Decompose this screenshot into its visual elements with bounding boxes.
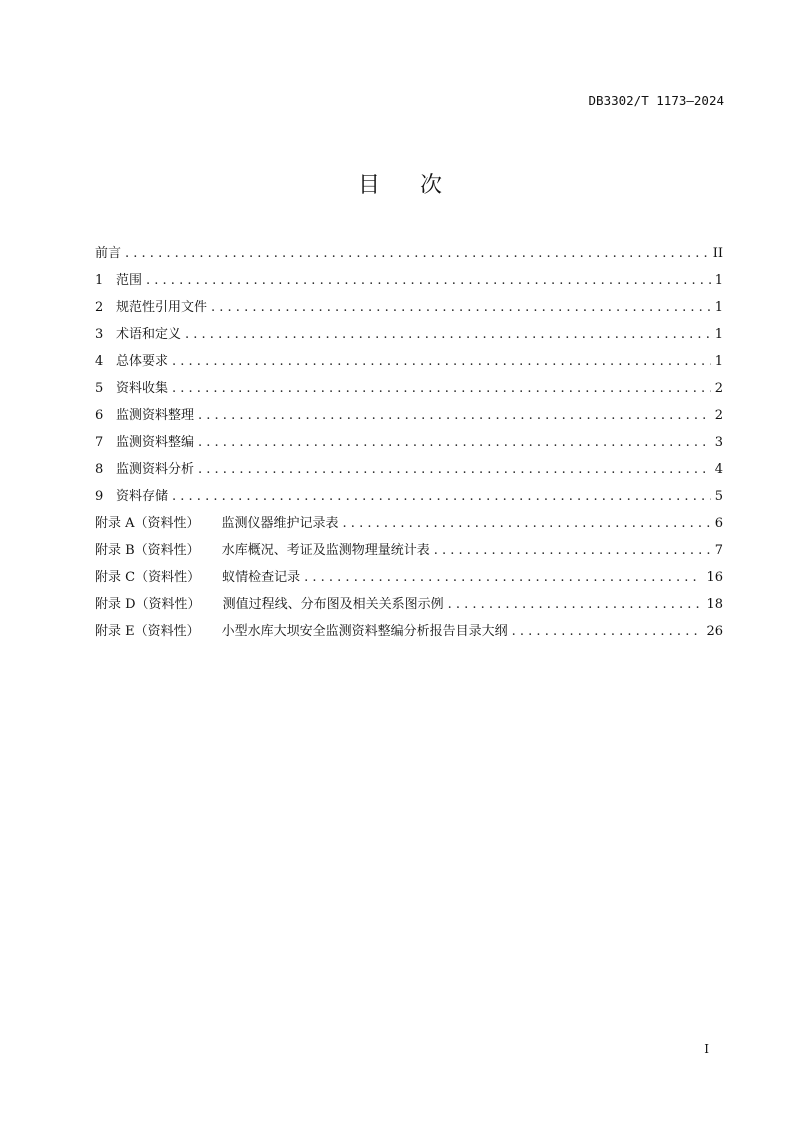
- dot-leader: [198, 462, 711, 477]
- toc-entry-page: 3: [714, 435, 723, 450]
- appendix-label: 监测仪器维护记录表: [221, 516, 339, 531]
- document-number: DB3302/T 1173—2024: [588, 93, 724, 108]
- toc-entry-number: 4: [95, 354, 104, 369]
- toc-entry-page: 4: [714, 462, 723, 477]
- toc-entry-number: 9: [95, 489, 104, 504]
- dot-leader: [172, 381, 711, 396]
- dot-leader: [125, 246, 709, 261]
- toc-entry-label: 范围: [116, 273, 143, 288]
- toc-entry-label: 规范性引用文件: [116, 300, 208, 315]
- toc-appendix-entry[interactable]: [95, 512, 723, 539]
- toc-entry[interactable]: [95, 485, 723, 512]
- appendix-label: 蚁情检查记录: [222, 570, 301, 585]
- appendix-prefix: 附录 B（资料性）: [95, 543, 200, 558]
- toc-entry[interactable]: [95, 323, 723, 350]
- page-title: 目次: [357, 173, 482, 198]
- toc-entry-number: 2: [95, 300, 104, 315]
- appendix-page: 26: [706, 624, 723, 639]
- toc-entry-page: 1: [714, 273, 723, 288]
- toc-entry-number: 3: [95, 327, 104, 342]
- appendix-page: 18: [706, 597, 723, 612]
- appendix-prefix: 附录 E（资料性）: [95, 624, 200, 639]
- toc-appendix-entry[interactable]: [95, 566, 723, 593]
- appendix-label: 小型水库大坝安全监测资料整编分析报告目录大纲: [221, 624, 508, 639]
- toc-entry[interactable]: [95, 296, 723, 323]
- dot-leader: [343, 516, 711, 531]
- toc-entry-page: 1: [714, 327, 723, 342]
- table-of-contents: [95, 242, 723, 647]
- toc-entry[interactable]: [95, 404, 723, 431]
- toc-entry-page: 1: [714, 300, 723, 315]
- appendix-label: 测值过程线、分布图及相关关系图示例: [222, 597, 444, 612]
- dot-leader: [185, 327, 711, 342]
- appendix-label: 水库概况、考证及监测物理量统计表: [221, 543, 430, 558]
- appendix-prefix: 附录 D（资料性）: [95, 597, 201, 612]
- appendix-page: 6: [714, 516, 723, 531]
- toc-entry[interactable]: [95, 269, 723, 296]
- toc-entry-number: 8: [95, 462, 104, 477]
- toc-entry[interactable]: [95, 458, 723, 485]
- toc-appendix-entry[interactable]: [95, 620, 723, 647]
- toc-entry-label: 监测资料整编: [116, 435, 195, 450]
- appendix-page: 7: [714, 543, 723, 558]
- toc-entry-page: 2: [714, 408, 723, 423]
- dot-leader: [448, 597, 703, 612]
- dot-leader: [146, 273, 711, 288]
- toc-entry[interactable]: [95, 431, 723, 458]
- toc-entry-number: 7: [95, 435, 104, 450]
- toc-entry-label: 资料存储: [116, 489, 169, 504]
- dot-leader: [434, 543, 711, 558]
- toc-appendix-entry[interactable]: [95, 539, 723, 566]
- dot-leader: [198, 408, 711, 423]
- toc-entry-label: 监测资料分析: [116, 462, 195, 477]
- appendix-prefix: 附录 A（资料性）: [95, 516, 200, 531]
- toc-entry-page: 2: [714, 381, 723, 396]
- dot-leader: [304, 570, 702, 585]
- toc-entry-number: 1: [95, 273, 104, 288]
- toc-appendix-entry[interactable]: [95, 593, 723, 620]
- toc-entry-label: 监测资料整理: [116, 408, 195, 423]
- dot-leader: [172, 354, 711, 369]
- toc-entry[interactable]: [95, 350, 723, 377]
- toc-entry-page: 1: [714, 354, 723, 369]
- appendix-prefix: 附录 C（资料性）: [95, 570, 201, 585]
- toc-entry-page: II: [712, 246, 723, 261]
- dot-leader: [211, 300, 711, 315]
- toc-entry-number: 6: [95, 408, 104, 423]
- appendix-page: 16: [706, 570, 723, 585]
- toc-entry-label: 资料收集: [116, 381, 169, 396]
- dot-leader: [172, 489, 711, 504]
- toc-entry-label: 术语和定义: [116, 327, 182, 342]
- toc-entry[interactable]: [95, 377, 723, 404]
- toc-entry-label: 总体要求: [116, 354, 169, 369]
- dot-leader: [512, 624, 703, 639]
- page-number: I: [704, 1042, 709, 1056]
- toc-entry[interactable]: [95, 242, 723, 269]
- toc-entry-page: 5: [714, 489, 723, 504]
- toc-entry-number: 5: [95, 381, 104, 396]
- dot-leader: [198, 435, 711, 450]
- toc-entry-label: 前言: [95, 246, 122, 261]
